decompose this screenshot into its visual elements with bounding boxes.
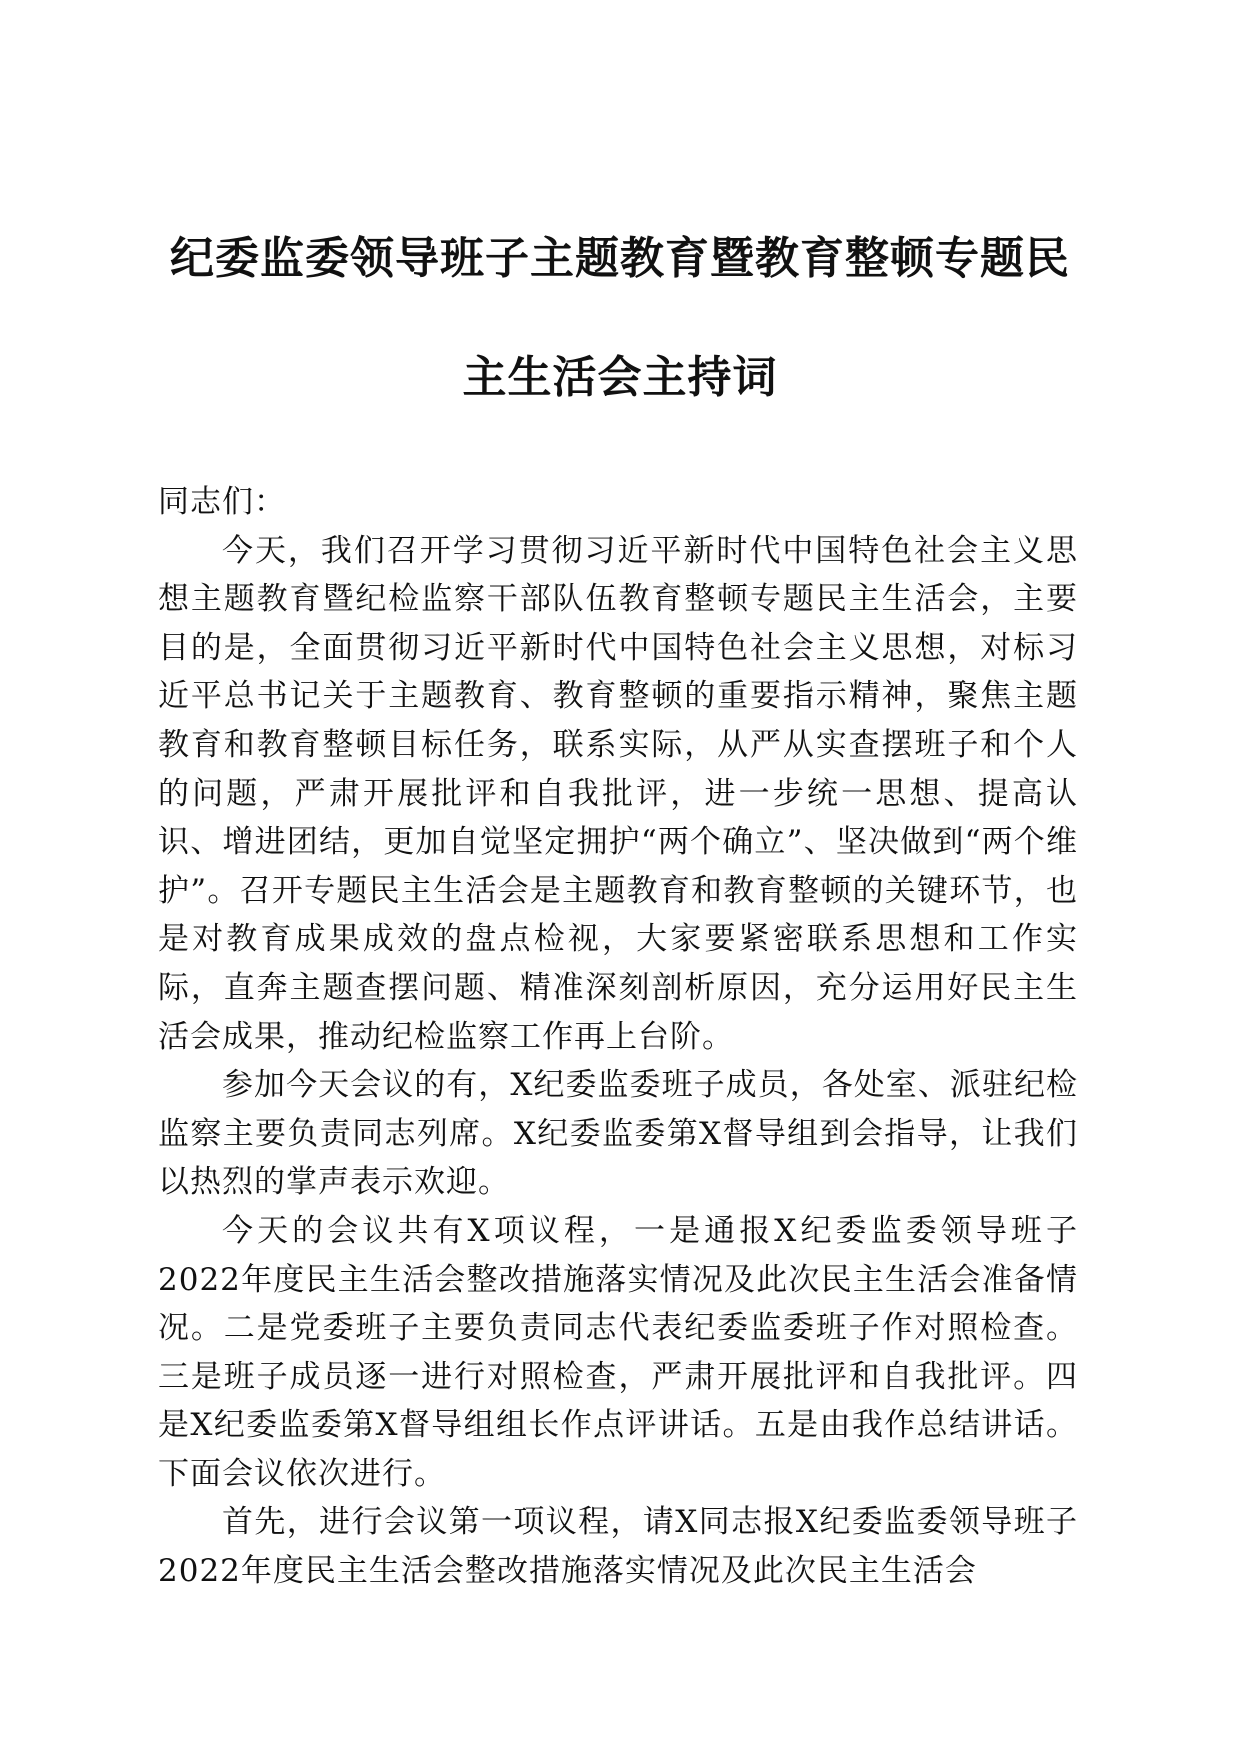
paragraph-agenda: 今天的会议共有X项议程，一是通报X纪委监委领导班子2022年度民主生活会整改措施落实情况及此次民主生活会准备情况。二是党委班子主要负责同志代表纪委监委班子作对照检查。三是班子成员逐一进行对照检查，严肃开展批评和自我批评。四是X纪委监委第X督导组组长作点评讲话。五是由我作总结讲话。下面会议依次进行。 — [158, 1212, 1078, 1492]
salutation: 同志们： — [158, 484, 286, 520]
document-title-line-1: 纪委监委领导班子主题教育暨教育整顿专题民 — [170, 233, 1070, 284]
paragraph-first-item: 首先，进行会议第一项议程，请X同志报X纪委监委领导班子2022年度民主生活会整改措施落实情况及此次民主生活会 — [158, 1504, 1078, 1590]
document-title-line-2: 主生活会主持词 — [462, 352, 778, 403]
paragraph-opening: 今天，我们召开学习贯彻习近平新时代中国特色社会主义思想主题教育暨纪检监察干部队伍教育整顿专题民主生活会，主要目的是，全面贯彻习近平新时代中国特色社会主义思想，对标习近平总书记关于主题教育、教育整顿的重要指示精神，聚焦主题教育和教育整顿目标任务，联系实际，从严从实查摆班子和个人的问题，严肃开展批评和自我批评，进一步统一思想、提高认识、增进团结，更加自觉坚定拥护“两个确立”、坚决做到“两个维护”。召开专题民主生活会是主题教育和教育整顿的关键环节，也是对教育成果成效的盘点检视，大家要紧密联系思想和工作实际，直奔主题查摆问题、精准深刻剖析原因，充分运用好民主生活会成果，推动纪检监察工作再上台阶。 — [158, 532, 1078, 1055]
paragraph-attendees: 参加今天会议的有，X纪委监委班子成员，各处室、派驻纪检监察主要负责同志列席。X纪委监委第X督导组到会指导，让我们以热烈的掌声表示欢迎。 — [158, 1067, 1078, 1201]
document-body — [158, 478, 1078, 1596]
